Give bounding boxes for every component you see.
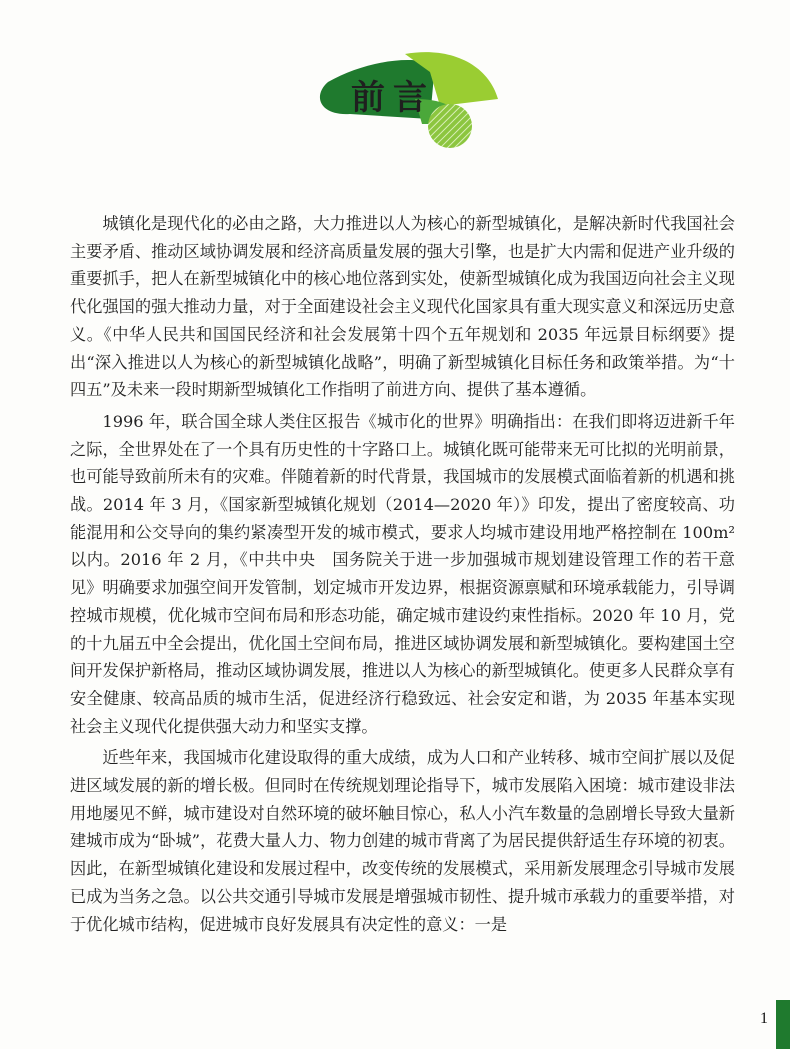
paragraph-3: 近些年来，我国城市化建设取得的重大成绩，成为人口和产业转移、城市空间扩展以及促进区域发展的新的增长极。但同时在传统规划理论指导下，城市发展陷入困境：城市建设非法用地屡见不鲜，城市建设对自然环境的破坏触目惊心，私人小汽车数量的急剧增长导致大量新建城市成为“卧城”，花费大量人力、物力创建的城市背离了为居民提供舒适生存环境的初衷。因此，在新型城镇化建设和发展过程中，改变传统的发展模式，采用新发展理念引导城市发展已成为当务之急。以公共交通引导城市发展是增强城市韧性、提升城市承载力的重要举措，对于优化城市结构，促进城市良好发展具有决定性的意义：一是 xyxy=(70,748,735,934)
page-number: 1 xyxy=(760,1010,768,1027)
page-edge-marker xyxy=(776,1000,790,1049)
paragraph-2: 1996 年，联合国全球人类住区报告《城市化的世界》明确指出：在我们即将迈进新千年之际，全世界处在了一个具有历史性的十字路口上。城镇化既可能带来无可比拟的光明前景，也可能导致前所未有的灾难。伴随着新的时代背景，我国城市的发展模式面临着新的机遇和挑战。2014 年 3 月，《国家新型城镇化规划（2014—2020 年）》印发，提出了密度较高、功能混用和公交导向的集约紧凑型开发的城市模式，要求人均城市建设用地严格控制在 100m² 以内。2016 年 2 月，《中共中央 国务院关于进一步加强城市规划建设管理工作的若干意见》明确要求加强空间开发管制，划定城市开发边界，根据资源禀赋和环境承载能力，引导调控城市规模，优化城市空间布局和形态功能，确定城市建设约束性指标。2020 年 10 月，党的十九届五中全会提出，优化国土空间布局，推进区域协调发展和新型城镇化。要构建国土空间开发保护新格局，推动区域协调发展，推进以人为核心的新型城镇化。使更多人民群众享有安全健康、较高品质的城市生活，促进经济行稳致远、社会安定和谐，为 2035 年基本实现社会主义现代化提供强大动力和坚实支撑。 xyxy=(70,411,735,736)
body-text xyxy=(70,210,735,942)
page-title: 前言 xyxy=(351,77,435,118)
paragraph-1: 城镇化是现代化的必由之路，大力推进以人为核心的新型城镇化，是解决新时代我国社会主要矛盾、推动区域协调发展和经济高质量发展的强大引擎，也是扩大内需和促进产业升级的重要抓手，把人在新型城镇化中的核心地位落到实处，使新型城镇化成为我国迈向社会主义现代化强国的强大推动力量，对于全面建设社会主义现代化国家具有重大现实意义和深远历史意义。《中华人民共和国国民经济和社会发展第十四个五年规划和 2035 年远景目标纲要》提出“深入推进以人为核心的新型城镇化战略”，明确了新型城镇化目标任务和政策举措。为“十四五”及未来一段时期新型城镇化工作指明了前进方向、提供了基本遵循。 xyxy=(70,214,735,400)
